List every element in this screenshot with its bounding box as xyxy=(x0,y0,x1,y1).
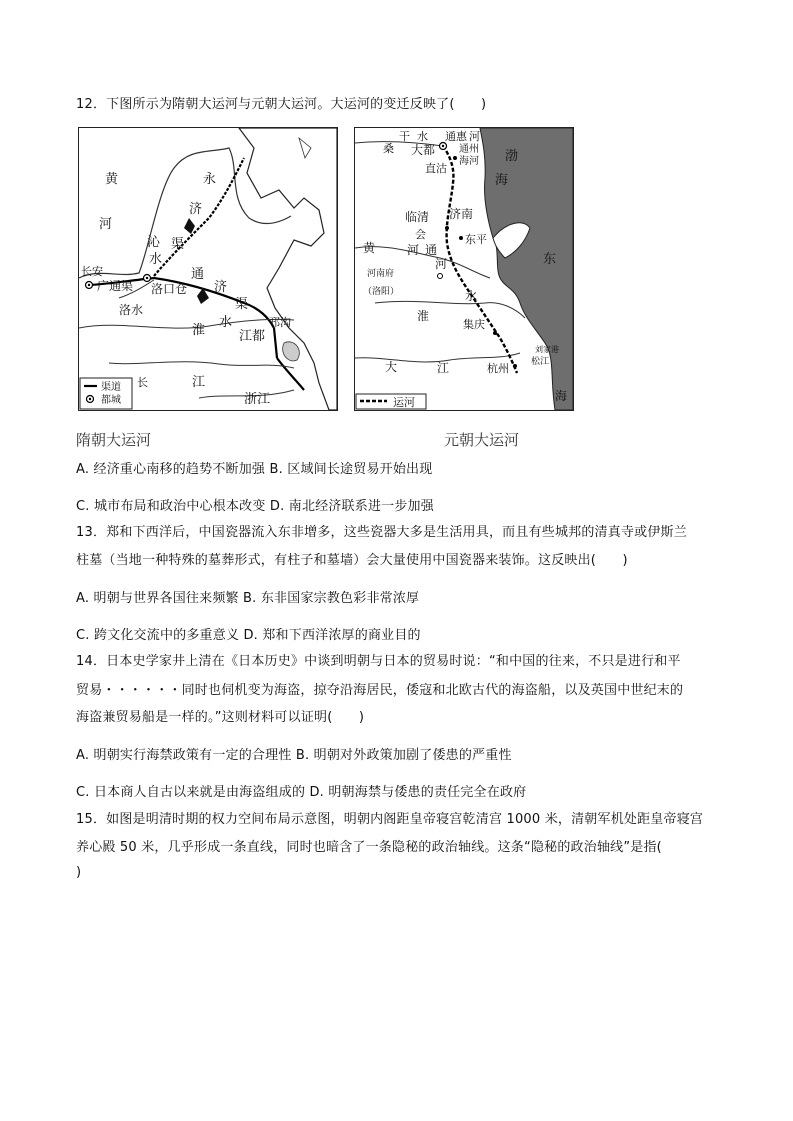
q12-stem: 12．下图所示为隋朝大运河与元朝大运河。大运河的变迁反映了( ) xyxy=(76,97,487,112)
sui-label-qu2: 渠 xyxy=(235,297,249,312)
sui-label-qin: 沁 xyxy=(147,235,161,250)
yuan-label-hui: 会 xyxy=(415,228,426,241)
yuan-label-huai: 淮 xyxy=(417,309,430,323)
sui-label-huai: 淮 xyxy=(192,323,206,338)
yuan-label-bo: 渤 xyxy=(505,149,519,164)
q14-stem-line2: 贸易・・・・・・同时也伺机变为海盗，掠夺沿海居民，倭寇和北欧古代的海盗船，以及英国中世纪末的 xyxy=(76,683,684,698)
sui-label-ji2: 济 xyxy=(214,280,228,295)
yuan-label-linqing: 临清 xyxy=(405,210,430,224)
sui-label-jiang: 江 xyxy=(192,375,206,390)
yuan-label-he2: 河 xyxy=(435,257,448,271)
sui-label-shui1: 水 xyxy=(149,252,163,267)
sui-label-huang: 黄 xyxy=(105,172,119,187)
sui-label-changan: 长安 xyxy=(81,265,103,278)
q14-stem-line1: 14．日本史学家井上清在《日本历史》中谈到明朝与日本的贸易时说：“和中国的往来，不只是进行和平 xyxy=(76,654,681,669)
q14-options-cd: C. 日本商人自古以来就是由海盗组成的 D. 明朝海禁与倭患的责任完全在政府 xyxy=(76,785,527,800)
sui-label-tong: 通 xyxy=(191,267,205,282)
yuan-label-liujiagang: 刘家港 xyxy=(535,345,559,354)
q15-stem-line1: 15．如图是明清时期的权力空间布局示意图，明朝内阁距皇帝寝宫乾清宫 1000 米，清朝军机处距皇帝寝宫 xyxy=(76,812,704,827)
sui-label-guangtong: 广通渠 xyxy=(97,279,134,293)
q12-options-ab: A. 经济重心南移的趋势不断加强 B. 区域间长途贸易开始出现 xyxy=(76,462,433,477)
yuan-label-shui: 水 xyxy=(417,130,428,143)
yuan-label-shui2: 水 xyxy=(465,289,478,303)
q13-options-ab: A. 明朝与世界各国往来频繁 B. 东非国家宗教色彩非常浓厚 xyxy=(76,591,420,606)
yuan-legend-canal: 运河 xyxy=(393,396,415,409)
sui-label-luoshui: 洛水 xyxy=(119,303,144,317)
q12-options-cd: C. 城市布局和政治中心根本改变 D. 南北经济联系进一步加强 xyxy=(76,499,434,514)
q15-stem-line2: 养心殿 50 米，几乎形成一条直线，同时也暗含了一条隐秘的政治轴线。这条“隐秘的政治轴线”是指( xyxy=(76,840,662,855)
yuan-label-gan: 干 xyxy=(399,130,410,143)
q14-options-ab: A. 明朝实行海禁政策有一定的合理性 B. 明朝对外政策加剧了倭患的严重性 xyxy=(76,748,512,763)
yuan-label-tong: 通 xyxy=(425,243,438,257)
sui-label-ji1: 济 xyxy=(189,202,203,217)
yuan-label-he: 河 xyxy=(407,243,420,257)
yuan-canal-map xyxy=(354,127,574,411)
yuan-label-jinan: 济南 xyxy=(449,207,474,221)
yuan-label-zhigu: 直沽 xyxy=(425,162,447,175)
q13-stem-line2: 柱墓（当地一种特殊的墓葬形式，有柱子和墓墙）会大量使用中国瓷器来装饰。这反映出( ) xyxy=(76,553,628,568)
q13-stem-line1: 13．郑和下西洋后，中国瓷器流入东非增多，这些瓷器大多是生活用具，而且有些城邦的清真寺或伊斯兰 xyxy=(76,525,687,540)
sui-label-hangou: 邗沟 xyxy=(269,316,291,329)
sui-label-he: 河 xyxy=(99,217,113,232)
yuan-label-sang: 桑 xyxy=(383,142,394,155)
sui-label-yong: 永 xyxy=(203,172,217,187)
yuan-label-henanfu: 河南府 xyxy=(367,269,395,279)
sui-label-jiangdu: 江都 xyxy=(239,329,266,344)
sui-canal-map xyxy=(78,127,338,411)
yuan-label-luoyang: （洛阳） xyxy=(363,287,400,297)
yuan-map-caption: 元朝大运河 xyxy=(444,431,520,449)
yuan-label-songjiang: 松江 xyxy=(531,357,550,367)
yuan-label-da: 大 xyxy=(385,360,398,374)
q15-stem-line3: ) xyxy=(76,865,82,880)
sui-label-chang: 长 xyxy=(137,376,148,389)
q14-stem-line3: 海盗兼贸易船是一样的。”这则材料可以证明( ) xyxy=(76,710,365,725)
sui-legend-canal: 渠道 xyxy=(101,382,121,393)
yuan-label-dong: 东 xyxy=(543,252,557,267)
q13-options-cd: C. 跨文化交流中的多重意义 D. 郑和下西洋浓厚的商业目的 xyxy=(76,628,421,643)
sui-label-qu1: 渠 xyxy=(171,237,185,252)
yuan-label-hai: 海 xyxy=(495,173,509,188)
yuan-label-huang: 黄 xyxy=(363,241,376,255)
yuan-label-dongping: 东平 xyxy=(465,233,487,246)
yuan-label-he-r: 河 xyxy=(469,130,480,143)
sui-map-caption: 隋朝大运河 xyxy=(76,431,152,449)
yuan-label-hangzhou: 杭州 xyxy=(487,362,509,375)
yuan-label-dadu: 大都 xyxy=(411,143,436,157)
sui-label-shui2: 水 xyxy=(219,315,233,330)
yuan-label-jiqing: 集庆 xyxy=(463,318,485,331)
yuan-label-tongzhou: 通州 xyxy=(459,144,479,155)
yuan-label-hai2: 海 xyxy=(555,389,568,403)
sui-label-luokoucang: 洛口仓 xyxy=(151,282,188,296)
sui-label-zhejiang: 浙江 xyxy=(244,392,271,407)
yuan-label-tonghui: 通惠 xyxy=(445,130,467,143)
sui-legend-capital: 都城 xyxy=(101,395,121,406)
yuan-label-jiang: 江 xyxy=(437,361,450,375)
yuan-label-haihe: 海河 xyxy=(459,156,479,167)
